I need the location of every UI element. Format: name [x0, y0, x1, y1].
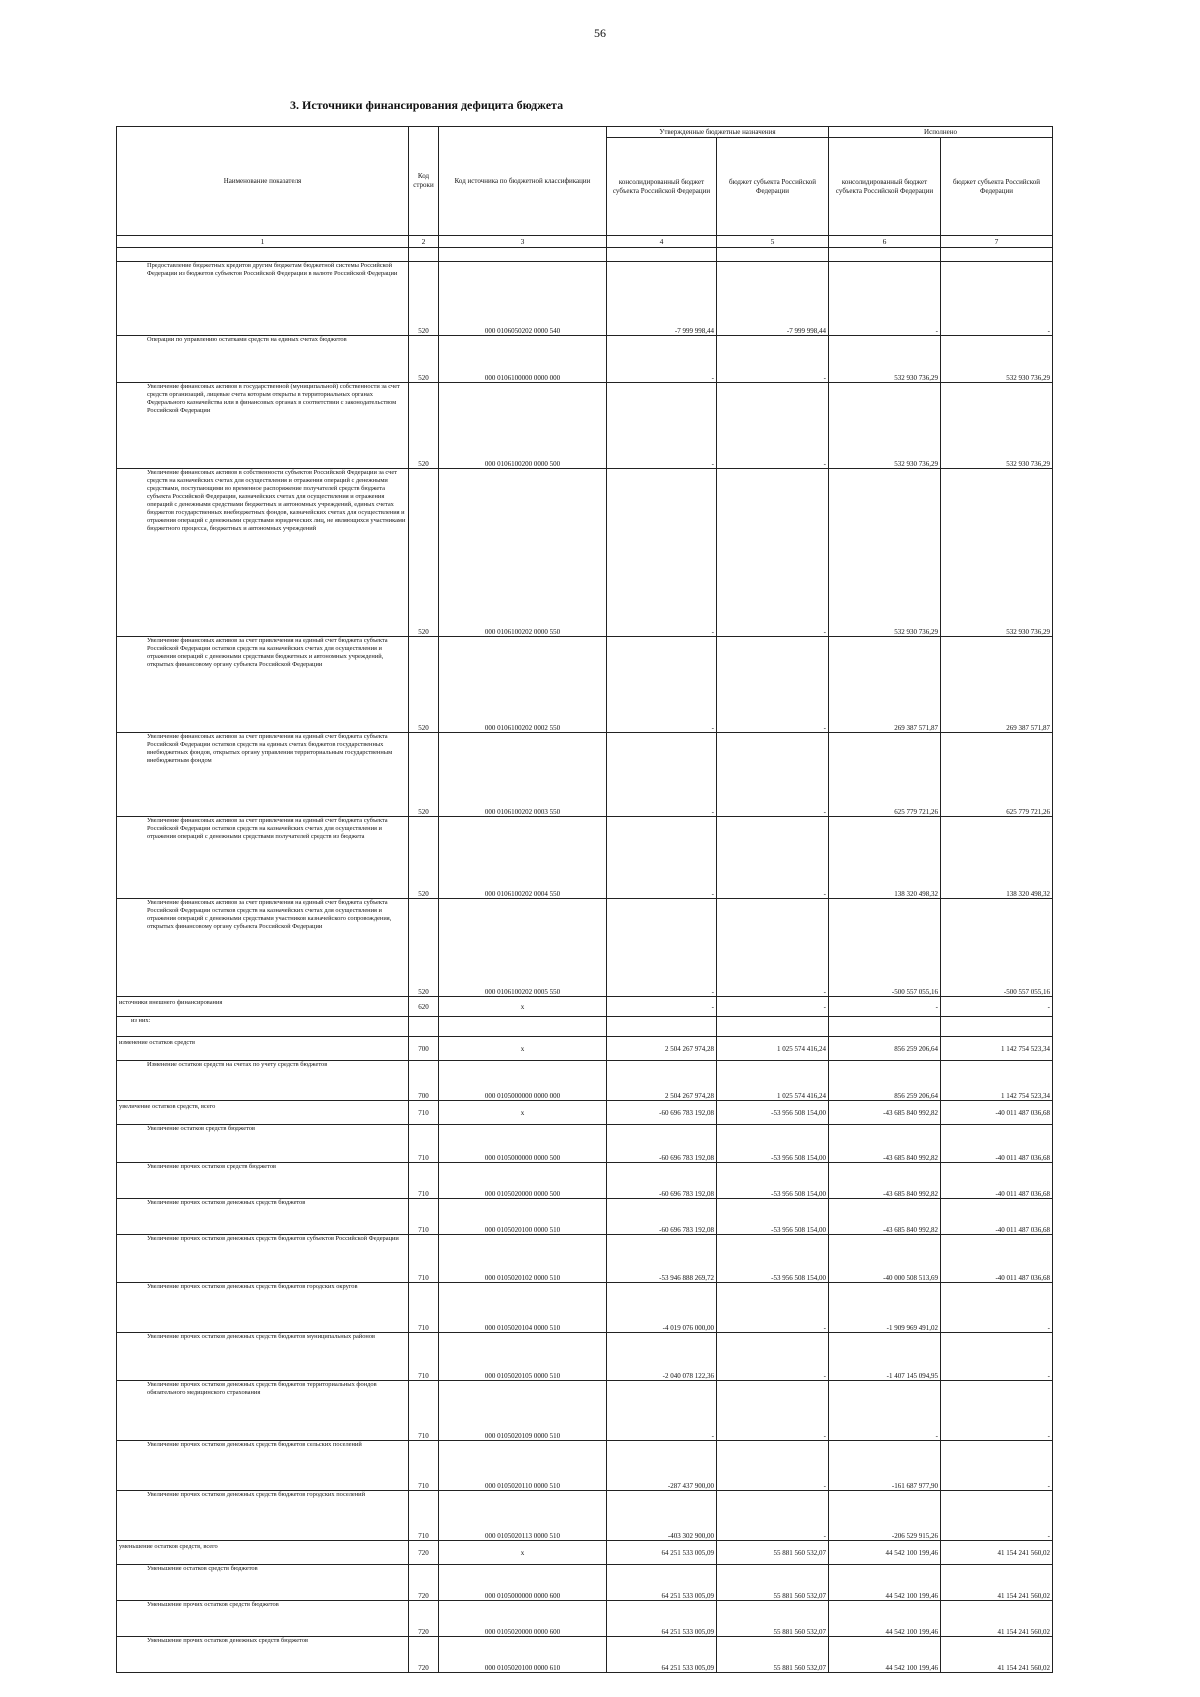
- line-code-cell: 520: [409, 336, 439, 383]
- value-cell-col-4: -: [607, 997, 717, 1017]
- budget-classification-code-cell: x: [439, 1037, 607, 1061]
- header-code: Код строки: [409, 127, 439, 236]
- table-row: [117, 336, 1053, 383]
- budget-classification-code-cell: [439, 1017, 607, 1037]
- value-cell-col-6: -43 685 840 992,82: [829, 1101, 941, 1125]
- indicator-name-cell: Увеличение прочих остатков денежных средств бюджетов городских поселений: [117, 1491, 409, 1541]
- budget-classification-code-cell: 000 0105020110 0000 510: [439, 1441, 607, 1491]
- value-cell-col-5: -: [717, 1381, 829, 1441]
- header-spacer-row: [117, 248, 1053, 262]
- value-cell-col-5: -53 956 508 154,00: [717, 1235, 829, 1283]
- table-row: [117, 997, 1053, 1017]
- table-row: [117, 1381, 1053, 1441]
- value-cell-col-7: 625 779 721,26: [941, 733, 1053, 817]
- indicator-name-cell: Увеличение прочих остатков денежных средств бюджетов муниципальных районов: [117, 1333, 409, 1381]
- value-cell-col-5: -: [717, 1283, 829, 1333]
- line-code-cell: 720: [409, 1541, 439, 1565]
- line-code-cell: 720: [409, 1601, 439, 1637]
- table-row: [117, 1541, 1053, 1565]
- value-cell-col-5: -: [717, 1441, 829, 1491]
- line-code-cell: 710: [409, 1199, 439, 1235]
- value-cell-col-7: -40 011 487 036,68: [941, 1125, 1053, 1163]
- value-cell-col-7: 532 930 736,29: [941, 469, 1053, 637]
- value-cell-col-7: 41 154 241 560,02: [941, 1637, 1053, 1673]
- value-cell-col-6: -500 557 055,16: [829, 899, 941, 997]
- indicator-name-cell: Изменение остатков средств на счетах по учету средств бюджетов: [117, 1061, 409, 1101]
- value-cell-col-6: 625 779 721,26: [829, 733, 941, 817]
- budget-classification-code-cell: 000 0106100202 0003 550: [439, 733, 607, 817]
- value-cell-col-7: 41 154 241 560,02: [941, 1541, 1053, 1565]
- indicator-name-cell: Уменьшение прочих остатков денежных средств бюджетов: [117, 1637, 409, 1673]
- budget-classification-code-cell: 000 0105020109 0000 510: [439, 1381, 607, 1441]
- value-cell-col-5: -53 956 508 154,00: [717, 1163, 829, 1199]
- table-row: [117, 733, 1053, 817]
- indicator-name-cell: из них:: [117, 1017, 409, 1037]
- budget-classification-code-cell: 000 0105020102 0000 510: [439, 1235, 607, 1283]
- value-cell-col-4: -60 696 783 192,08: [607, 1163, 717, 1199]
- value-cell-col-5: 1 025 574 416,24: [717, 1061, 829, 1101]
- budget-classification-code-cell: 000 0105000000 0000 600: [439, 1565, 607, 1601]
- value-cell-col-4: [607, 1017, 717, 1037]
- line-code-cell: 710: [409, 1381, 439, 1441]
- indicator-name-cell: Уменьшение прочих остатков средств бюджетов: [117, 1601, 409, 1637]
- value-cell-col-5: -: [717, 637, 829, 733]
- value-cell-col-5: -53 956 508 154,00: [717, 1199, 829, 1235]
- budget-classification-code-cell: x: [439, 997, 607, 1017]
- budget-classification-code-cell: 000 0105020000 0000 600: [439, 1601, 607, 1637]
- value-cell-col-6: -43 685 840 992,82: [829, 1125, 941, 1163]
- table-row: [117, 469, 1053, 637]
- line-code-cell: 710: [409, 1333, 439, 1381]
- value-cell-col-5: -: [717, 469, 829, 637]
- value-cell-col-5: 55 881 560 532,07: [717, 1637, 829, 1673]
- table-row: [117, 1637, 1053, 1673]
- value-cell-col-4: -: [607, 899, 717, 997]
- financing-sources-table: [116, 126, 1053, 1673]
- line-code-cell: 710: [409, 1125, 439, 1163]
- column-number: 7: [941, 236, 1053, 248]
- value-cell-col-7: -: [941, 1283, 1053, 1333]
- budget-classification-code-cell: 000 0106100202 0002 550: [439, 637, 607, 733]
- line-code-cell: 520: [409, 817, 439, 899]
- value-cell-col-7: 1 142 754 523,34: [941, 1061, 1053, 1101]
- value-cell-col-6: -43 685 840 992,82: [829, 1163, 941, 1199]
- value-cell-col-4: -: [607, 1381, 717, 1441]
- budget-classification-code-cell: 000 0106100200 0000 500: [439, 383, 607, 469]
- value-cell-col-6: 44 542 100 199,46: [829, 1601, 941, 1637]
- column-number: 1: [117, 236, 409, 248]
- value-cell-col-7: -: [941, 1333, 1053, 1381]
- value-cell-col-5: 55 881 560 532,07: [717, 1541, 829, 1565]
- budget-classification-code-cell: 000 0106050202 0000 540: [439, 262, 607, 336]
- value-cell-col-7: 41 154 241 560,02: [941, 1565, 1053, 1601]
- table-row: [117, 1235, 1053, 1283]
- table-row: [117, 1601, 1053, 1637]
- value-cell-col-6: -1 909 969 491,02: [829, 1283, 941, 1333]
- value-cell-col-4: -: [607, 383, 717, 469]
- section-title: 3. Источники финансирования дефицита бюджета: [290, 98, 564, 112]
- table-row: [117, 817, 1053, 899]
- indicator-name-cell: Увеличение финансовых активов в собственности субъектов Российской Федерации за счет средств на казначейских счетах для осуществления и отражения операций с денежными средствами, поступающими во временное распоряжение получателей средств бюджета субъекта Российской Федерации, казначейских счетах для осуществления и отражения операций с денежными средствами бюджетных и автономных учреждений, единых счетах бюджетов государственных внебюджетных фондов, казначейских счетах для осуществления и отражения операций с денежными средствами юридических лиц, не являющихся участниками бюджетного процесса, бюджетных и автономных учреждений: [117, 469, 409, 637]
- line-code-cell: 710: [409, 1101, 439, 1125]
- value-cell-col-5: -53 956 508 154,00: [717, 1101, 829, 1125]
- table-row: [117, 1037, 1053, 1061]
- value-cell-col-4: -287 437 900,00: [607, 1441, 717, 1491]
- line-code-cell: 520: [409, 637, 439, 733]
- header-bcc: Код источника по бюджетной классификации: [439, 127, 607, 236]
- value-cell-col-6: 269 387 571,87: [829, 637, 941, 733]
- line-code-cell: 700: [409, 1037, 439, 1061]
- budget-classification-code-cell: 000 0105020000 0000 500: [439, 1163, 607, 1199]
- value-cell-col-7: -500 557 055,16: [941, 899, 1053, 997]
- line-code-cell: 710: [409, 1441, 439, 1491]
- indicator-name-cell: Увеличение финансовых активов в государственной (муниципальной) собственности за счет средств организаций, лицевые счета которым открыты в территориальных органах Федерального казначейства или в финансовых органах в соответствии с законодательством Российской Федерации: [117, 383, 409, 469]
- value-cell-col-7: 532 930 736,29: [941, 383, 1053, 469]
- table-row: [117, 1333, 1053, 1381]
- value-cell-col-4: -60 696 783 192,08: [607, 1101, 717, 1125]
- spacer-cell: [829, 248, 941, 262]
- value-cell-col-4: 2 504 267 974,28: [607, 1061, 717, 1101]
- value-cell-col-4: 64 251 533 005,09: [607, 1565, 717, 1601]
- budget-classification-code-cell: 000 0105020100 0000 510: [439, 1199, 607, 1235]
- value-cell-col-6: 44 542 100 199,46: [829, 1541, 941, 1565]
- value-cell-col-7: -: [941, 1441, 1053, 1491]
- table-row: [117, 1017, 1053, 1037]
- value-cell-col-6: -40 000 508 513,69: [829, 1235, 941, 1283]
- indicator-name-cell: Предоставление бюджетных кредитов другим бюджетам бюджетной системы Российской Федерации из бюджетов субъектов Российской Федерации в валюте Российской Федерации: [117, 262, 409, 336]
- value-cell-col-5: [717, 1017, 829, 1037]
- value-cell-col-7: -: [941, 262, 1053, 336]
- value-cell-col-6: [829, 1017, 941, 1037]
- indicator-name-cell: Увеличение финансовых активов за счет привлечения на единый счет бюджета субъекта Российской Федерации остатков средств на единых счетах бюджетов государственных внебюджетных фондов, открытых органу управления территориальным государственным внебюджетным фондом: [117, 733, 409, 817]
- value-cell-col-4: -60 696 783 192,08: [607, 1125, 717, 1163]
- value-cell-col-4: -4 019 076 000,00: [607, 1283, 717, 1333]
- budget-classification-code-cell: 000 0106100202 0005 550: [439, 899, 607, 997]
- value-cell-col-6: 856 259 206,64: [829, 1061, 941, 1101]
- value-cell-col-4: 64 251 533 005,09: [607, 1601, 717, 1637]
- value-cell-col-5: -: [717, 733, 829, 817]
- header-approved-subject: бюджет субъекта Российской Федерации: [717, 138, 829, 236]
- value-cell-col-5: -: [717, 997, 829, 1017]
- value-cell-col-6: 532 930 736,29: [829, 336, 941, 383]
- value-cell-col-7: -: [941, 1491, 1053, 1541]
- budget-classification-code-cell: 000 0105020105 0000 510: [439, 1333, 607, 1381]
- value-cell-col-5: -7 999 998,44: [717, 262, 829, 336]
- value-cell-col-4: -53 946 888 269,72: [607, 1235, 717, 1283]
- budget-classification-code-cell: x: [439, 1101, 607, 1125]
- indicator-name-cell: Увеличение прочих остатков денежных средств бюджетов: [117, 1199, 409, 1235]
- column-number: 5: [717, 236, 829, 248]
- line-code-cell: 520: [409, 899, 439, 997]
- line-code-cell: 710: [409, 1163, 439, 1199]
- value-cell-col-7: -40 011 487 036,68: [941, 1235, 1053, 1283]
- value-cell-col-4: -: [607, 637, 717, 733]
- indicator-name-cell: Увеличение прочих остатков денежных средств бюджетов территориальных фондов обязательного медицинского страхования: [117, 1381, 409, 1441]
- budget-classification-code-cell: 000 0106100202 0000 550: [439, 469, 607, 637]
- line-code-cell: 520: [409, 262, 439, 336]
- table-row: [117, 1199, 1053, 1235]
- table-row: [117, 1163, 1053, 1199]
- spacer-cell: [439, 248, 607, 262]
- value-cell-col-7: 532 930 736,29: [941, 336, 1053, 383]
- value-cell-col-6: -43 685 840 992,82: [829, 1199, 941, 1235]
- table-row: [117, 1061, 1053, 1101]
- value-cell-col-7: -: [941, 1381, 1053, 1441]
- line-code-cell: 620: [409, 997, 439, 1017]
- line-code-cell: 520: [409, 383, 439, 469]
- budget-classification-code-cell: 000 0106100202 0004 550: [439, 817, 607, 899]
- budget-classification-code-cell: 000 0105000000 0000 000: [439, 1061, 607, 1101]
- value-cell-col-4: 64 251 533 005,09: [607, 1637, 717, 1673]
- table-row: [117, 637, 1053, 733]
- line-code-cell: 720: [409, 1565, 439, 1601]
- value-cell-col-5: 55 881 560 532,07: [717, 1601, 829, 1637]
- indicator-name-cell: Увеличение прочих остатков денежных средств бюджетов городских округов: [117, 1283, 409, 1333]
- indicator-name-cell: Увеличение финансовых активов за счет привлечения на единый счет бюджета субъекта Российской Федерации остатков средств на казначейских счетах для осуществления и отражения операций с денежными средствами участников казначейского сопровождения, открытых финансовому органу субъекта Российской Федерации: [117, 899, 409, 997]
- value-cell-col-7: -40 011 487 036,68: [941, 1101, 1053, 1125]
- value-cell-col-6: -: [829, 997, 941, 1017]
- table-row: [117, 1101, 1053, 1125]
- header-approved-group: Утвержденные бюджетные назначения: [607, 127, 829, 138]
- table-row: [117, 262, 1053, 336]
- indicator-name-cell: Увеличение финансовых активов за счет привлечения на единый счет бюджета субъекта Российской Федерации остатков средств на казначейских счетах для осуществления и отражения операций с денежными средствами бюджетных и автономных учреждений, открытых финансовому органу субъекта Российской Федерации: [117, 637, 409, 733]
- value-cell-col-6: 532 930 736,29: [829, 469, 941, 637]
- value-cell-col-6: -161 687 977,90: [829, 1441, 941, 1491]
- indicator-name-cell: Увеличение прочих остатков денежных средств бюджетов субъектов Российской Федерации: [117, 1235, 409, 1283]
- value-cell-col-7: 1 142 754 523,34: [941, 1037, 1053, 1061]
- value-cell-col-7: 138 320 498,32: [941, 817, 1053, 899]
- value-cell-col-5: 55 881 560 532,07: [717, 1565, 829, 1601]
- line-code-cell: 520: [409, 733, 439, 817]
- spacer-cell: [607, 248, 717, 262]
- table-row: [117, 1565, 1053, 1601]
- table-row: [117, 1441, 1053, 1491]
- column-number: 4: [607, 236, 717, 248]
- header-approved-consolidated: консолидированный бюджет субъекта Российской Федерации: [607, 138, 717, 236]
- line-code-cell: 700: [409, 1061, 439, 1101]
- value-cell-col-5: -: [717, 1491, 829, 1541]
- value-cell-col-4: -403 302 900,00: [607, 1491, 717, 1541]
- spacer-cell: [117, 248, 409, 262]
- budget-classification-code-cell: 000 0105000000 0000 500: [439, 1125, 607, 1163]
- indicator-name-cell: увеличение остатков средств, всего: [117, 1101, 409, 1125]
- table-body: [117, 262, 1053, 1673]
- value-cell-col-5: -: [717, 817, 829, 899]
- value-cell-col-6: -1 407 145 094,95: [829, 1333, 941, 1381]
- indicator-name-cell: изменение остатков средств: [117, 1037, 409, 1061]
- value-cell-col-7: 41 154 241 560,02: [941, 1601, 1053, 1637]
- indicator-name-cell: уменьшение остатков средств, всего: [117, 1541, 409, 1565]
- budget-classification-code-cell: 000 0105020104 0000 510: [439, 1283, 607, 1333]
- budget-classification-code-cell: 000 0105020100 0000 610: [439, 1637, 607, 1673]
- value-cell-col-7: -40 011 487 036,68: [941, 1163, 1053, 1199]
- spacer-cell: [717, 248, 829, 262]
- table-row: [117, 383, 1053, 469]
- line-code-cell: 710: [409, 1283, 439, 1333]
- value-cell-col-4: -: [607, 817, 717, 899]
- value-cell-col-5: -: [717, 383, 829, 469]
- value-cell-col-6: 856 259 206,64: [829, 1037, 941, 1061]
- column-number-row: [117, 236, 1053, 248]
- spacer-cell: [409, 248, 439, 262]
- header-name: Наименование показателя: [117, 127, 409, 236]
- value-cell-col-7: [941, 1017, 1053, 1037]
- line-code-cell: 520: [409, 469, 439, 637]
- value-cell-col-6: -: [829, 1381, 941, 1441]
- budget-classification-code-cell: x: [439, 1541, 607, 1565]
- value-cell-col-5: -: [717, 1333, 829, 1381]
- indicator-name-cell: Увеличение прочих остатков денежных средств бюджетов сельских поселений: [117, 1441, 409, 1491]
- value-cell-col-4: -: [607, 469, 717, 637]
- value-cell-col-4: -: [607, 336, 717, 383]
- column-number: 2: [409, 236, 439, 248]
- table-row: [117, 1283, 1053, 1333]
- indicator-name-cell: источники внешнего финансирования: [117, 997, 409, 1017]
- header-executed-group: Исполнено: [829, 127, 1053, 138]
- indicator-name-cell: Увеличение прочих остатков средств бюджетов: [117, 1163, 409, 1199]
- value-cell-col-4: 2 504 267 974,28: [607, 1037, 717, 1061]
- column-number: 3: [439, 236, 607, 248]
- indicator-name-cell: Увеличение финансовых активов за счет привлечения на единый счет бюджета субъекта Российской Федерации остатков средств на казначейских счетах для осуществления и отражения операций с денежными средствами получателей средств из бюджета: [117, 817, 409, 899]
- value-cell-col-5: 1 025 574 416,24: [717, 1037, 829, 1061]
- table-row: [117, 899, 1053, 997]
- value-cell-col-4: -60 696 783 192,08: [607, 1199, 717, 1235]
- column-number: 6: [829, 236, 941, 248]
- page-number: 56: [594, 26, 606, 40]
- line-code-cell: 710: [409, 1235, 439, 1283]
- header-executed-consolidated: консолидированный бюджет субъекта Российской Федерации: [829, 138, 941, 236]
- value-cell-col-6: -206 529 915,26: [829, 1491, 941, 1541]
- value-cell-col-7: -: [941, 997, 1053, 1017]
- value-cell-col-5: -: [717, 899, 829, 997]
- value-cell-col-5: -53 956 508 154,00: [717, 1125, 829, 1163]
- table-row: [117, 1125, 1053, 1163]
- value-cell-col-5: -: [717, 336, 829, 383]
- table-row: [117, 1491, 1053, 1541]
- value-cell-col-4: -: [607, 733, 717, 817]
- value-cell-col-6: 532 930 736,29: [829, 383, 941, 469]
- budget-classification-code-cell: 000 0105020113 0000 510: [439, 1491, 607, 1541]
- indicator-name-cell: Увеличение остатков средств бюджетов: [117, 1125, 409, 1163]
- line-code-cell: 720: [409, 1637, 439, 1673]
- value-cell-col-6: 44 542 100 199,46: [829, 1565, 941, 1601]
- line-code-cell: [409, 1017, 439, 1037]
- value-cell-col-6: 138 320 498,32: [829, 817, 941, 899]
- value-cell-col-4: -2 040 078 122,36: [607, 1333, 717, 1381]
- header-executed-subject: бюджет субъекта Российской Федерации: [941, 138, 1053, 236]
- value-cell-col-4: -7 999 998,44: [607, 262, 717, 336]
- value-cell-col-6: -: [829, 262, 941, 336]
- indicator-name-cell: Операции по управлению остатками средств на единых счетах бюджетов: [117, 336, 409, 383]
- value-cell-col-7: 269 387 571,87: [941, 637, 1053, 733]
- budget-classification-code-cell: 000 0106100000 0000 000: [439, 336, 607, 383]
- value-cell-col-7: -40 011 487 036,68: [941, 1199, 1053, 1235]
- value-cell-col-6: 44 542 100 199,46: [829, 1637, 941, 1673]
- indicator-name-cell: Уменьшение остатков средств бюджетов: [117, 1565, 409, 1601]
- spacer-cell: [941, 248, 1053, 262]
- value-cell-col-4: 64 251 533 005,09: [607, 1541, 717, 1565]
- line-code-cell: 710: [409, 1491, 439, 1541]
